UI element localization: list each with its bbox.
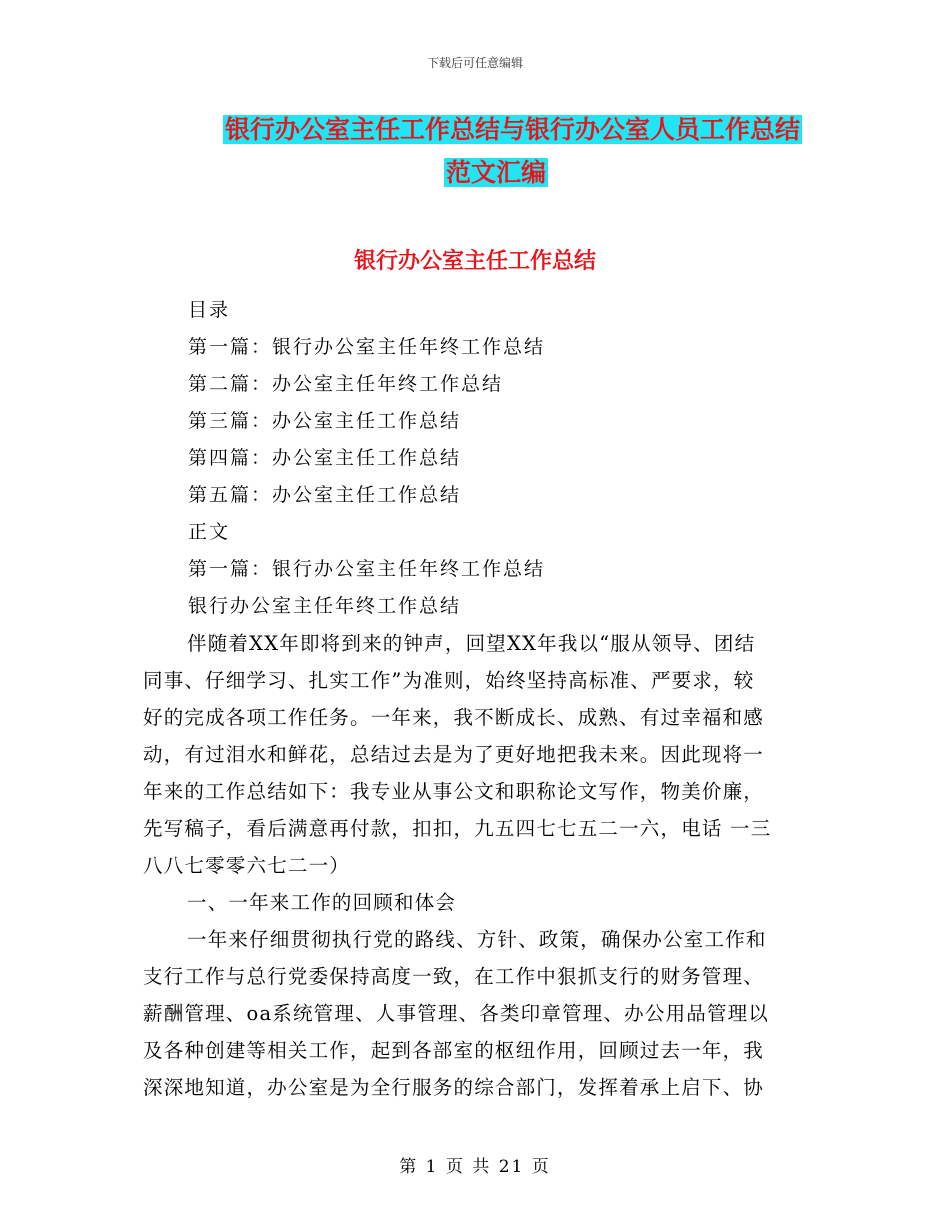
text-line: 同事、仔细学习、扎实工作”为准则，始终坚持高标准、严要求，较 <box>143 669 755 692</box>
document-title-line-1 <box>190 109 802 151</box>
header-note: 下载后可任意编辑 <box>426 56 523 70</box>
paragraph-1 <box>143 625 809 1106</box>
text-line: 及各种创建等相关工作，起到各部室的枢纽作用，回顾过去一年，我 <box>143 1039 765 1062</box>
document-title-text-1: 银行办公室主任工作总结与银行办公室人员工作总结 <box>224 115 800 144</box>
body-heading: 正文 <box>188 521 231 543</box>
toc-heading: 目录 <box>188 299 231 321</box>
text-line: 深深地知道，办公室是为全行服务的综合部门，发挥着承上启下、协 <box>143 1076 765 1099</box>
text-line: 薪酬管理、oa系统管理、人事管理、各类印章管理、办公用品管理以 <box>143 1002 770 1025</box>
toc-item: 第三篇：办公室主任工作总结 <box>188 410 462 432</box>
text-line: 一年来仔细贯彻执行党的路线、方针、政策，确保办公室工作和 <box>187 928 767 951</box>
document-title-text-2: 范文汇编 <box>445 158 546 187</box>
text-line: 好的完成各项工作任务。一年来，我不断成长、成熟、有过幸福和感 <box>143 706 765 729</box>
section-title: 银行办公室主任工作总结 <box>353 249 596 274</box>
text-line: 八八七零零六七二一） <box>143 854 351 877</box>
toc-item: 第四篇：办公室主任工作总结 <box>188 447 462 469</box>
text-line: 支行工作与总行党委保持高度一致，在工作中狠抓支行的财务管理、 <box>143 965 765 988</box>
toc-item: 第二篇：办公室主任年终工作总结 <box>188 373 504 395</box>
toc-item: 第一篇：银行办公室主任年终工作总结 <box>188 336 546 358</box>
chapter-heading: 第一篇：银行办公室主任年终工作总结 <box>188 558 546 580</box>
page-footer: 第 1 页 共 21 页 <box>399 1157 551 1177</box>
text-line: 动，有过泪水和鲜花，总结过去是为了更好地把我未来。因此现将一 <box>143 743 765 766</box>
text-line: 年来的工作总结如下：我专业从事公文和职称论文写作，物美价廉， <box>143 780 765 803</box>
toc-item: 第五篇：办公室主任工作总结 <box>188 484 462 506</box>
document-title-line-2 <box>190 152 802 194</box>
text-line: 伴随着XX年即将到来的钟声，回望XX年我以“服从领导、团结 <box>187 632 756 655</box>
subheading: 一、一年来工作的回顾和体会 <box>187 891 457 914</box>
text-line: 先写稿子，看后满意再付款，扣扣，九五四七七五二一六，电话 一三 <box>143 817 772 840</box>
chapter-subtitle: 银行办公室主任年终工作总结 <box>188 595 462 617</box>
table-of-contents <box>188 292 545 625</box>
